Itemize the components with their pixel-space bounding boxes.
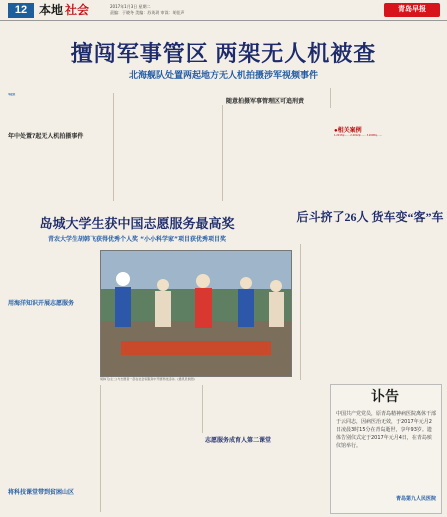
headline-drone-story: 擅闯军事管区 两架无人机被查	[70, 41, 377, 66]
editors-line: 责编：于晓冬 美编：苏英玥 审读：胡佳声	[110, 10, 185, 15]
story2-col3-body	[205, 445, 295, 511]
obituary-title: 讣告	[371, 390, 399, 405]
photo-illustration	[101, 251, 291, 376]
story2-subhead-c: 志愿服务成育人第二课堂	[205, 438, 272, 444]
story1-col1-body	[8, 140, 108, 198]
volunteer-photo	[100, 250, 292, 377]
story1-col3-body	[222, 105, 326, 201]
subheadline-drone-story: 北海舰队处置两起地方无人机拍摄涉军视频事件	[128, 70, 318, 80]
headline-truck-story: 后斗挤了26人 货车变“客”车	[296, 210, 444, 224]
section-name-accent: 社会	[65, 3, 90, 17]
story2-col3-upper	[202, 385, 298, 433]
headline-volunteer-story: 岛城大学生获中国志愿服务最高奖	[39, 216, 235, 231]
page-number: 12	[8, 3, 34, 18]
related-cases-text: 1.2013年…… 2.2012年…… 3.2008年……	[334, 134, 383, 137]
section-name: 本地	[39, 3, 64, 17]
story2-col1-body	[8, 307, 96, 425]
subheadline-volunteer-story: 青农大学生胡韩飞获得优秀个人奖 “小小科学家”项目获优秀项目奖	[48, 236, 226, 243]
story1-col4-body	[330, 88, 444, 108]
story2-col1-tail	[8, 496, 96, 512]
newspaper-logo: 青岛早报	[384, 3, 440, 17]
story1-col2-body	[113, 93, 221, 201]
story1-col1-text: 早报讯	[8, 93, 16, 96]
dateline: 2017年1月3日 星期二	[110, 4, 151, 9]
photo-caption: 胡韩飞(左二)与志愿者一起在社会家服务中开展科技活动。(通讯员供图)	[100, 377, 195, 381]
story2-col1-text	[8, 246, 96, 296]
obituary-signature: 青岛第九人民医院	[395, 496, 436, 502]
story2-col2-body	[100, 385, 204, 512]
related-cases-heading: ●相关案例	[334, 128, 362, 134]
story1-subhead-b: 随意拍摄军事管理区可追刑责	[226, 99, 305, 105]
story1-subhead-a: 年中处置7起无人机拍摄事件	[8, 134, 84, 140]
story3-body	[300, 244, 444, 380]
story2-subhead-b: 将科技课堂带到贫困山区	[8, 490, 75, 496]
story2-subhead-a: 用海洋知识开展志愿服务	[8, 301, 75, 307]
obituary-text: 中国共产党党员，原青岛精神病医院离休干部于云同志，因病医治无效，于2017年元月2日凌晨3时15分在青岛逝世，享年93岁。遗体告别仪式定于2017年元月4日，在青岛殡仪馆举行。	[336, 411, 437, 449]
